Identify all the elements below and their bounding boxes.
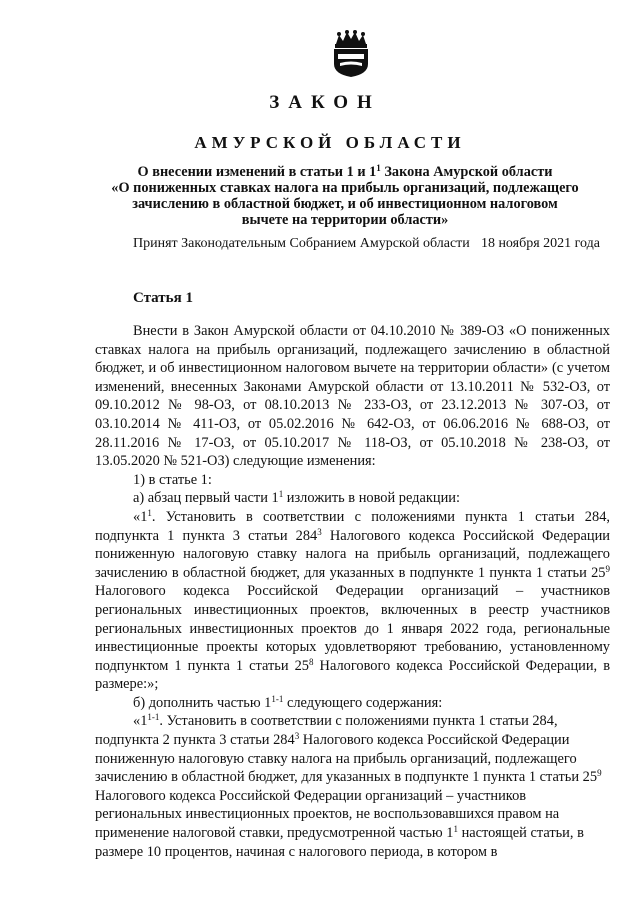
adopted-date: 18 ноября 2021 года (480, 236, 600, 251)
region-title: АМУРСКОЙ ОБЛАСТИ (194, 133, 466, 152)
heading-line-1: О внесении изменений в статьи 1 и $1^1$ Закона Амурской области (137, 163, 553, 180)
heading-line-2: «О пониженных ставках налога на прибыль организаций, подлежащего (111, 180, 579, 196)
paragraph-intro: Внести в Закон Амурской области от 04.10.2010 № 389-ОЗ «О пониженных ставках налога на прибыль организаций, подлежащего зачислению в областной бюджет, и об инвестиционном налоговом вычете на территории области» (с учетом изменений, внесенных Законами Амурской области от 13.10.2011 № 532-ОЗ, от 09.10.2012 № 98-ОЗ, от 08.10.2013 № 233-ОЗ, от 23.12.2013 № 307-ОЗ, от 03.10.2014 № 411-ОЗ, от 05.02.2016 № 642-ОЗ, от 06.06.2016 № 688-ОЗ, от 28.11.2016 № 17-ОЗ, от 05.10.2017 № 118-ОЗ, от 05.10.2018 № 238-ОЗ, от 13.05.2020 № 521-ОЗ) следующие изменения: (95, 323, 610, 470)
adopted-by: Принят Законодательным Собранием Амурской области (133, 236, 470, 251)
heading-line-3: зачислению в областной бюджет, и об инвестиционном налоговом (132, 196, 558, 212)
paragraph-part-1-1-1: «1$^{1-1}$. Установить в соответствии с положениями пункта 1 статьи 284, подпункта 2 пункта 3 статьи $284^3$ Налогового кодекса Российской Федерации пониженную налоговую ставку налога на прибыль организаций, подлежащего зачислению в областной бюджет, для указанных в подпункте 1 пункта 1 статьи $25^9$ Налогового кодекса Российской Федерации организаций – участников региональных инвестиционных проектов, не воспользовавшихся правом на применение налоговой ставки, предусмотренной частью $1^1$ настоящей статьи, в размере 10 процентов, начиная с налогового периода, в котором в (95, 712, 602, 860)
heading-line-4: вычете на территории области» (241, 212, 449, 228)
paragraph-item-1: 1) в статье 1: (133, 471, 212, 488)
paragraph-part-1-1: «$1^1$. Установить в соответствии с положениями пункта 1 статьи 284, подпункта 1 пункта 3 статьи $284^3$ Налогового кодекса Российской Федерации пониженную налоговую ставку налога на прибыль организаций, подлежащего зачислению в областной бюджет, для указанных в подпункте 1 пункта 1 статьи $25^9$ Налогового кодекса Российской Федерации организаций – участников региональных инвестиционных проектов, включенных в реестр участников региональных инвестиционных проектов до 1 января 2022 года, региональные инвестиционные проекты которых удовлетворяют требованию, установленному подпунктом 1 пункта 1 статьи $25^8$ Налогового кодекса Российской Федерации, в размере:»; (95, 507, 610, 693)
paragraph-subitem-a: а) абзац первый части $1^1$ изложить в новой редакции: (133, 489, 460, 507)
paragraph-subitem-b: б) дополнить частью 1$^{1-1}$ следующего содержания: (133, 693, 443, 711)
law-heading (90, 164, 600, 228)
article-body (95, 322, 610, 861)
coat-of-arms-icon (330, 30, 372, 78)
adoption-line (133, 236, 600, 252)
law-title: ЗАКОН (269, 92, 381, 113)
article-title: Статья 1 (133, 290, 193, 306)
